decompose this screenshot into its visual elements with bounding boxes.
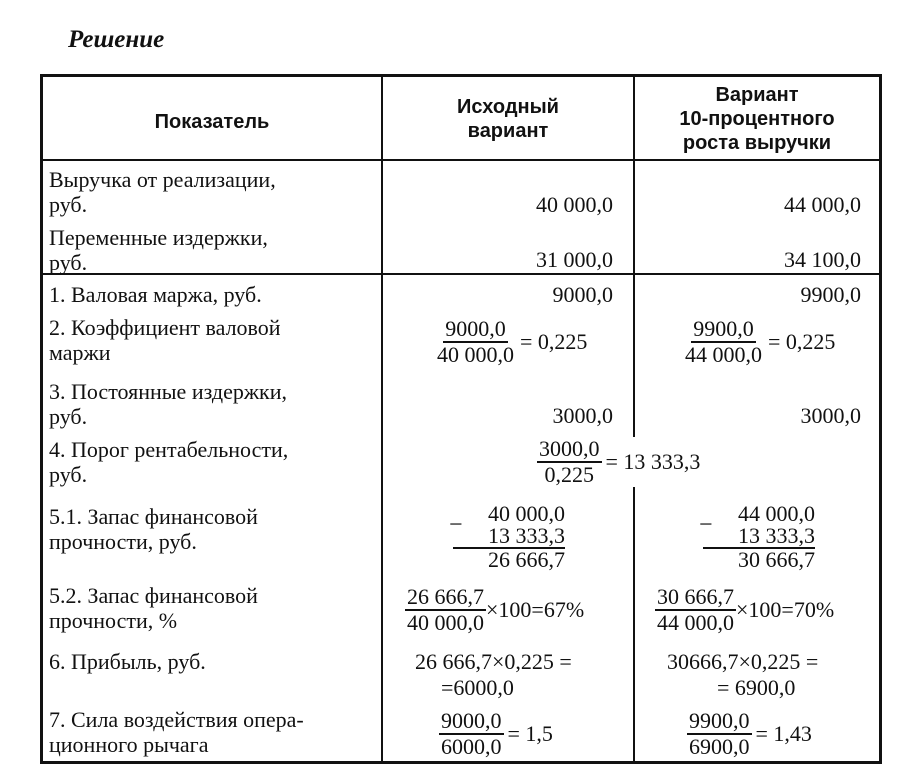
gross-margin-base-value: 9000,0: [552, 282, 613, 307]
column-divider: [633, 77, 635, 761]
profit-variant-formula: 30666,7×0,225 = = 6900,0: [667, 649, 819, 700]
row-label-operating-leverage: 7. Сила воздействия опера- ционного рычага: [49, 707, 304, 757]
safety-margin-pct-variant-formula: $\frac{30 666,7}{44 000,0}$ ×100=70%: [657, 584, 835, 635]
safety-margin-base-subtraction: − 40 000,0 13 333,3 26 666,7: [449, 501, 565, 572]
operating-leverage-variant-formula: $\frac{9900,0}{6900,0}$ = 1,43: [689, 708, 812, 759]
revenue-base-value: 40 000,0: [536, 192, 613, 217]
row-label-safety-margin-pct: 5.2. Запас финансовой прочности, %: [49, 583, 258, 633]
header-divider: [43, 159, 879, 161]
row-label-gross-margin: 1. Валовая маржа, руб.: [49, 282, 262, 307]
row-label-break-even: 4. Порог рентабельности, руб.: [49, 437, 289, 487]
profit-base-formula: 26 666,7×0,225 = =6000,0: [415, 649, 572, 700]
row-label-margin-ratio: 2. Коэффициент валовой маржи: [49, 315, 281, 365]
safety-margin-pct-base-formula: $\frac{26 666,7}{40 000,0}$ ×100=67%: [407, 584, 585, 635]
safety-margin-variant-subtraction: − 44 000,0 13 333,3 30 666,7: [699, 501, 815, 572]
solution-table: [40, 74, 882, 764]
fixed-costs-base-value: 3000,0: [552, 403, 613, 428]
page-title: Решение: [68, 26, 165, 53]
margin-ratio-variant-formula: $\frac{9900,0}{44 000,0}$ = 0,225: [685, 316, 836, 367]
row-label-safety-margin-rub: 5.1. Запас финансовой прочности, руб.: [49, 504, 258, 554]
row-label-fixed-costs: 3. Постоянные издержки, руб.: [49, 379, 288, 429]
row-label-revenue: Выручка от реализации, руб.: [49, 167, 276, 217]
operating-leverage-base-formula: $\frac{9000,0}{6000,0}$ = 1,5: [441, 708, 553, 759]
row-label-profit: 6. Прибыль, руб.: [49, 649, 206, 674]
column-divider: [381, 77, 383, 761]
margin-ratio-base-formula: $\frac{9000,0}{40 000,0}$ = 0,225: [437, 316, 588, 367]
header-indicator: Показатель: [154, 111, 270, 133]
var-costs-base-value: 31 000,0: [536, 247, 613, 272]
row-label-variable-costs: Переменные издержки, руб.: [49, 225, 268, 275]
header-variant: Вариант 10-процентного роста выручки: [679, 84, 835, 154]
var-costs-variant-value: 34 100,0: [784, 247, 861, 272]
header-base: Исходный вариант: [457, 96, 559, 142]
break-even-formula: $\frac{3000,0}{0,225}$ = 13 333,3: [539, 436, 701, 487]
revenue-variant-value: 44 000,0: [784, 192, 861, 217]
fixed-costs-variant-value: 3000,0: [800, 403, 861, 428]
gross-margin-variant-value: 9900,0: [800, 282, 861, 307]
